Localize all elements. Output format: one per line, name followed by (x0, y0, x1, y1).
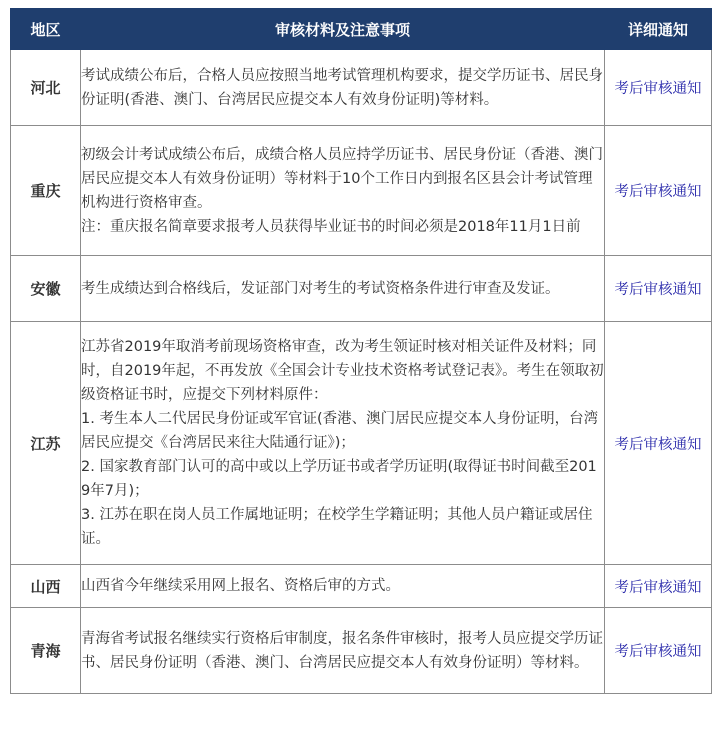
materials-cell (81, 256, 605, 322)
notice-link[interactable]: 考后审核通知 (614, 81, 702, 97)
exam-review-table (10, 8, 712, 694)
notice-link[interactable]: 考后审核通知 (614, 282, 702, 298)
notice-cell (605, 256, 712, 322)
materials-item-3: 3. 江苏在职在岗人员工作属地证明；在校学生学籍证明；其他人员户籍证或居住证。 (81, 507, 593, 547)
notice-cell (605, 322, 712, 565)
notice-cell (605, 608, 712, 694)
materials-line: 考试成绩公布后，合格人员应按照当地考试管理机构要求，提交学历证书、居民身份证明(香港、澳门、台湾居民应提交本人有效身份证明)等材料。 (81, 67, 603, 108)
materials-cell (81, 565, 605, 608)
header-notice: 详细通知 (605, 9, 712, 50)
materials-cell (81, 608, 605, 694)
header-materials: 审核材料及注意事项 (81, 9, 605, 50)
materials-line: 江苏省2019年取消考前现场资格审查，改为考生领证时核对相关证件及材料；同时，自2019年起，不再发放《全国会计专业技术资格考试登记表》。考生在领取初级资格证书时，应提交下列材料原件： (81, 339, 604, 403)
notice-cell (605, 126, 712, 256)
notice-link[interactable]: 考后审核通知 (614, 644, 702, 660)
region-cell: 江苏 (11, 322, 81, 565)
notice-link[interactable]: 考后审核通知 (614, 579, 702, 596)
notice-link[interactable]: 考后审核通知 (614, 436, 702, 453)
materials-cell (81, 322, 605, 565)
materials-line: 初级会计考试成绩公布后，成绩合格人员应持学历证书、居民身份证（香港、澳门居民应提交本人有效身份证明）等材料于10个工作日内到报名区县会计考试管理机构进行资格审查。 (81, 146, 603, 211)
table-row (11, 50, 712, 126)
materials-item-2: 2. 国家教育部门认可的高中或以上学历证书或者学历证明(取得证书时间截至2019年7月)； (81, 459, 597, 499)
materials-cell (81, 126, 605, 256)
materials-note: 注：重庆报名简章要求报考人员获得毕业证书的时间必须是2018年11月1日前 (81, 218, 581, 235)
materials-item-1: 1. 考生本人二代居民身份证或军官证(香港、澳门居民应提交本人身份证明，台湾居民应提交《台湾居民来往大陆通行证》)； (81, 411, 599, 451)
table-row (11, 256, 712, 322)
region-cell: 安徽 (11, 256, 81, 322)
region-cell: 山西 (11, 565, 81, 608)
notice-link[interactable]: 考后审核通知 (614, 184, 702, 200)
materials-cell (81, 50, 605, 126)
region-cell: 重庆 (11, 126, 81, 256)
table-row (11, 565, 712, 608)
table-header-row (11, 9, 712, 50)
notice-cell (605, 50, 712, 126)
materials-line: 山西省今年继续采用网上报名、资格后审的方式。 (81, 578, 400, 594)
header-region: 地区 (11, 9, 81, 50)
materials-line: 青海省考试报名继续实行资格后审制度，报名条件审核时，报考人员应提交学历证书、居民身份证明（香港、澳门、台湾居民应提交本人有效身份证明）等材料。 (81, 630, 603, 671)
table-row (11, 126, 712, 256)
notice-cell (605, 565, 712, 608)
table-row (11, 322, 712, 565)
region-cell: 河北 (11, 50, 81, 126)
materials-line: 考生成绩达到合格线后，发证部门对考生的考试资格条件进行审查及发证。 (81, 280, 560, 297)
table-row (11, 608, 712, 694)
region-cell: 青海 (11, 608, 81, 694)
